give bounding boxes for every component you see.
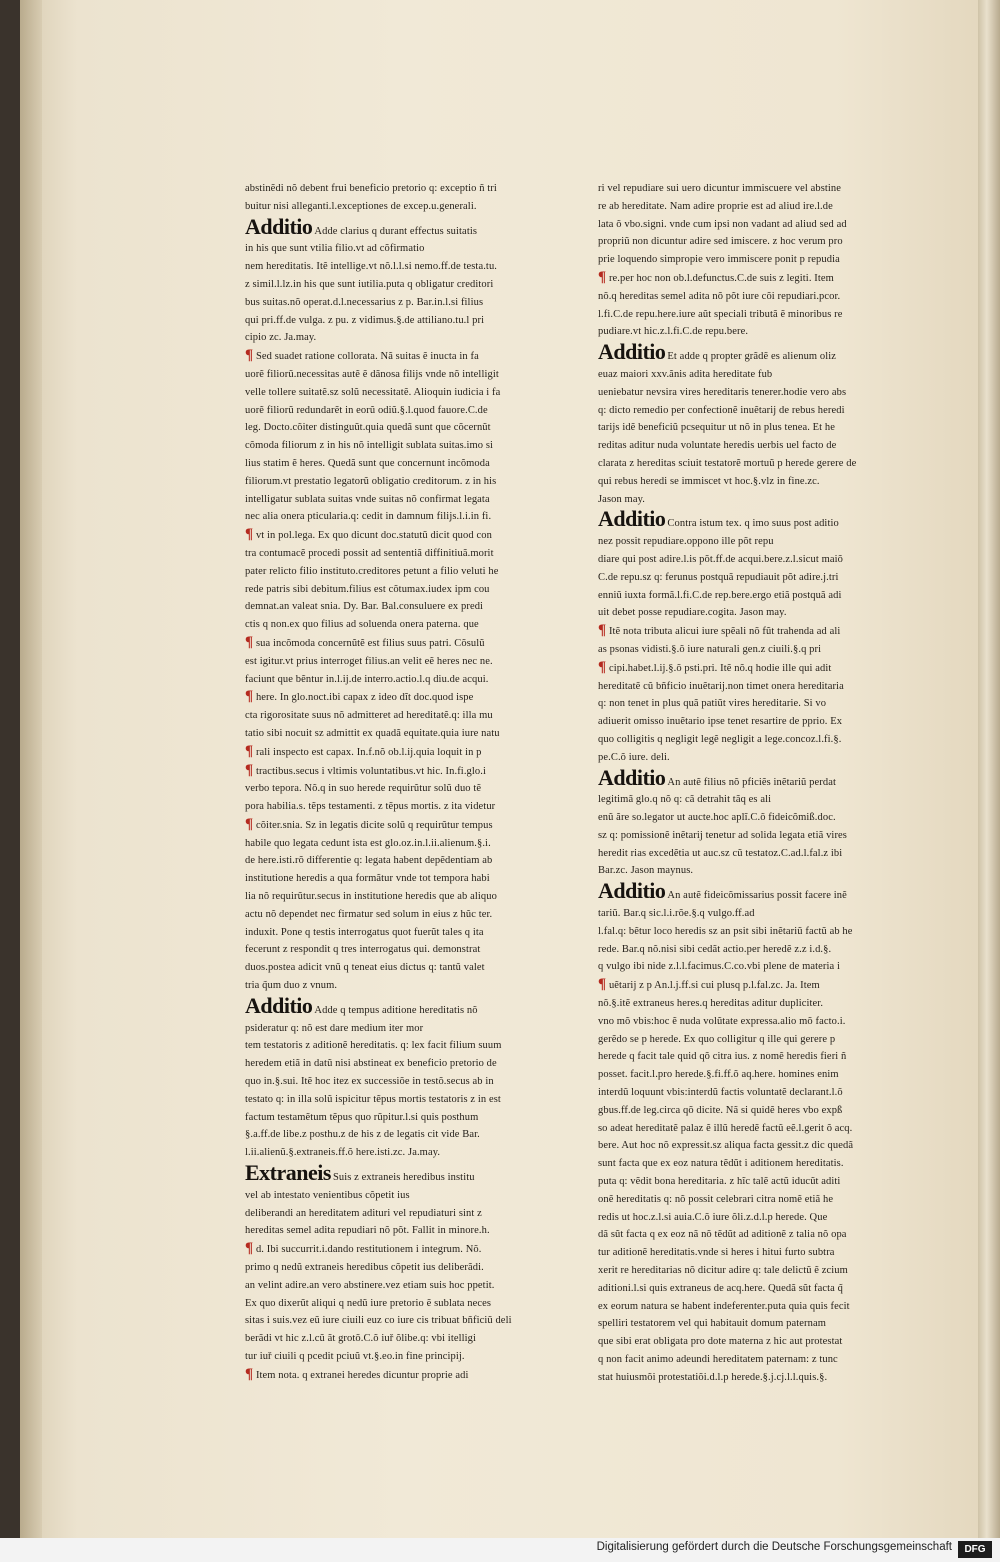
line-text: fecerunt z respondit q tres interrogatus qui. demonstrat — [245, 944, 481, 956]
text-line — [598, 1066, 908, 1084]
text-line — [245, 1020, 545, 1038]
text-line — [598, 958, 908, 976]
text-line — [598, 491, 908, 509]
text-line — [598, 1315, 908, 1333]
line-text: dã sũt facta q ex eoz nã nõ tẽdũt ad aditionẽ z talia nõ opa — [598, 1229, 847, 1241]
line-text: l.fal.q: bẽtur loco heredis sz an psit sibi inẽtariũ factũ ab he — [598, 925, 853, 937]
text-line — [245, 276, 545, 294]
text-line — [598, 233, 908, 251]
text-line — [245, 688, 545, 707]
line-text: nec alia onera pticularia.q: cedit in damnum filijs.l.i.in fi. — [245, 511, 492, 523]
text-line — [598, 1191, 908, 1209]
line-text: demnat.an valeat snia. Dy. Bar. Bal.consuluere ex predi — [245, 601, 484, 613]
text-line — [245, 959, 545, 977]
text-line — [245, 1126, 545, 1144]
line-text: Item nota. q extranei heredes dicuntur proprie adi — [255, 1369, 469, 1381]
line-text: nem hereditatis. Itẽ intellige.vt nõ.l.l.si nemo.ff.de testa.tu. — [245, 261, 498, 273]
text-line — [245, 198, 545, 216]
text-line — [245, 455, 545, 473]
line-text: tarijs idẽ beneficiũ pcsequitur ut nõ in plus tenea. Et he — [598, 422, 836, 434]
text-line — [245, 852, 545, 870]
text-line — [598, 749, 908, 767]
text-line — [598, 1048, 908, 1066]
line-text: tem testatoris z aditionẽ hereditatis. q: lex facit filium suum — [245, 1040, 502, 1052]
text-line — [598, 604, 908, 622]
text-line — [245, 366, 545, 384]
text-line — [245, 798, 545, 816]
line-text: lius statim ẽ heres. Quedã sunt que concernunt incõmoda — [245, 457, 490, 469]
line-text: enniũ iuxta formã.l.fi.C.de rep.bere.ergo etiã postquã adi — [598, 589, 842, 601]
line-text: l.ii.alienũ.§.extraneis.ff.õ here.isti.zc. Ja.may. — [245, 1147, 441, 1159]
line-text: cõiter.snia. Sz in legatis dicite solũ q requirũtur tempus — [255, 819, 493, 831]
text-line — [598, 1137, 908, 1155]
text-line — [245, 1312, 545, 1330]
line-text: Jason may. — [598, 493, 645, 505]
text-line — [245, 1277, 545, 1295]
text-line — [245, 835, 545, 853]
line-text: re.per hoc non ob.l.defunctus.C.de suis z legiti. Item — [608, 272, 834, 284]
line-text: q vulgo ibi nide z.l.l.facimus.C.co.vbi plene de materia i — [598, 961, 840, 973]
page-gutter-shadow — [20, 0, 42, 1538]
pilcrow-mark: ¶ — [245, 1240, 254, 1257]
line-text: qui pri.ff.de vulga. z pu. z vidimus.§.de attiliano.tu.l pri — [245, 314, 485, 326]
line-text: tur aditionẽ hereditatis.vnde si heres i hitui furto subtra — [598, 1247, 835, 1259]
text-line — [598, 695, 908, 713]
pilcrow-mark: ¶ — [245, 688, 254, 705]
line-text: tractibus.secus i vltimis voluntatibus.vt hic. In.fi.glo.i — [255, 765, 487, 777]
text-line — [245, 526, 545, 545]
line-text: gerẽdo se p herede. Ex quo colligitur q ille qui gerere p — [598, 1033, 836, 1045]
line-text: bere. Aut hoc nõ expressit.sz aliqua facta gessit.z dic quedã — [598, 1140, 854, 1152]
line-text: stat huiusmõi protestatiõi.d.l.p herede.§.j.cj.l.l.quis.§. — [598, 1371, 828, 1383]
text-line — [598, 791, 908, 809]
line-text: duos.postea adicit vnũ q teneat eius dictus q: tantũ valet — [245, 962, 485, 974]
text-line — [245, 1091, 545, 1109]
text-line — [598, 1013, 908, 1031]
line-text: clarata z hereditas sciuit testatorẽ mortuũ p herede gerere de — [598, 457, 857, 469]
line-text: filiorum.vt prestatio legatorũ obligatio creditorum. z in his — [245, 475, 497, 487]
text-line — [245, 437, 545, 455]
pilcrow-mark: ¶ — [245, 815, 254, 832]
line-text: primo q nedũ extraneis heredibus cõpetit ius deliberãdi. — [245, 1262, 484, 1274]
text-line — [245, 329, 545, 347]
text-line — [245, 180, 545, 198]
line-text: heredit rias excedẽtia ut auc.sz cũ testatoz.C.ad.l.fal.z ibi — [598, 847, 843, 859]
text-line — [598, 533, 908, 551]
text-line — [598, 1173, 908, 1191]
text-line — [598, 1298, 908, 1316]
text-line — [598, 473, 908, 491]
book-edge — [978, 0, 1000, 1538]
text-line — [598, 976, 908, 995]
text-line — [245, 581, 545, 599]
line-text: posset. facit.l.pro herede.§.fi.ff.õ aq.here. homines enim — [598, 1069, 839, 1081]
line-text: uorẽ filiorũ.necessitas autẽ ẽ dãnosa filijs vnde nõ intelligit — [245, 368, 499, 380]
line-text: lia nõ requirũtur.secus in institutione heredis que ab aliquo — [245, 891, 497, 903]
line-text: nõ.q hereditas semel adita nõ põt iure cõi repudiari.pcor. — [598, 290, 841, 302]
line-text: abstinẽdi nõ debent frui beneficio pretorio q: exceptio ñ tri — [245, 183, 497, 194]
text-line — [598, 551, 908, 569]
text-line — [245, 1240, 545, 1259]
line-text: cipio zc. Ja.may. — [245, 332, 317, 344]
text-line — [598, 880, 908, 905]
line-text: vt in pol.lega. Ex quo dicunt doc.statutũ dicit quod con — [255, 530, 492, 542]
line-text: berãdi vt hic z.l.cũ ãt grotõ.C.õ iuř õlibe.q: vbi itelligi — [245, 1333, 477, 1345]
text-line — [245, 1187, 545, 1205]
pilcrow-mark: ¶ — [598, 976, 607, 993]
text-line — [245, 1144, 545, 1162]
line-text: An autẽ filius nõ pficiẽs inẽtariũ perdat — [667, 776, 836, 788]
pilcrow-mark: ¶ — [598, 622, 607, 639]
text-line — [245, 419, 545, 437]
section-heading: Additio — [245, 994, 313, 1018]
text-line — [245, 941, 545, 959]
pilcrow-mark: ¶ — [245, 633, 254, 650]
line-text: tariũ. Bar.q sic.l.i.rõe.§.q vulgo.ff.ad — [598, 908, 755, 920]
text-line — [598, 1209, 908, 1227]
text-line — [245, 1330, 545, 1348]
line-text: sua incõmoda concernũtẽ est filius suus patri. Cõsulũ — [255, 637, 485, 649]
line-text: tur iuř ciuili q pcedit pciuũ vt.§.eo.in fine principij. — [245, 1351, 465, 1362]
text-line — [245, 1037, 545, 1055]
text-line — [598, 923, 908, 941]
line-text: prie loquendo simpropie vero immiscere ponit p repudia — [598, 254, 840, 266]
line-text: Ex quo dixerũt aliqui q nedũ iure pretorio ẽ sublata neces — [245, 1297, 492, 1309]
line-text: heredem etiã in datũ nisi abstineat ex beneficio pretorio de — [245, 1058, 497, 1070]
section-heading: Additio — [598, 341, 666, 365]
line-text: rede. Bar.q nõ.nisi sibi cedãt actio.per heredẽ z.z i.d.§. — [598, 943, 832, 955]
text-line — [245, 402, 545, 420]
pilcrow-mark: ¶ — [245, 742, 254, 759]
line-text: habile quo legata cedunt ista est glo.oz.in.l.ii.alienum.§.i. — [245, 837, 491, 849]
line-text: in his que sunt vtilia filio.vt ad cõfirmatio — [245, 243, 425, 255]
line-text: ueniebatur nevsira vires hereditaris tenerer.hodie vero abs — [598, 386, 847, 398]
text-line — [598, 216, 908, 234]
line-text: hereditas semel adita repudiari nõ põt. Fallit in minore.h. — [245, 1225, 490, 1237]
text-line — [245, 616, 545, 634]
section-heading: Additio — [598, 508, 666, 532]
text-line — [245, 598, 545, 616]
text-line — [245, 762, 545, 781]
text-line — [245, 563, 545, 581]
left-text-column — [245, 180, 545, 1385]
text-line — [245, 707, 545, 725]
line-text: cipi.habet.l.ij.§.õ psti.pri. Itẽ nõ.q hodie ille qui adit — [608, 662, 832, 674]
line-text: pudiare.vt hic.z.l.fi.C.de repu.bere. — [598, 326, 749, 338]
line-text: xerit re hereditarias nõ dicitur adire q: tale delictũ ẽ zcium — [598, 1265, 848, 1277]
pilcrow-mark: ¶ — [245, 347, 254, 364]
line-text: qui rebus heredi se immiscet vt hoc.§.vlz in fine.zc. — [598, 475, 820, 487]
line-text: pora habilia.s. tẽps testamenti. z tẽpus mortis. z ita videtur — [245, 801, 496, 813]
text-line — [598, 845, 908, 863]
text-line — [598, 1244, 908, 1262]
line-text: redis ut hoc.z.l.si auia.C.õ iure õli.z.d.l.p herede. Que — [598, 1211, 828, 1223]
line-text: velle tollere suitatẽ.sz solũ necessitatẽ. Alioquin iudicia i fa — [245, 386, 501, 398]
text-line — [598, 809, 908, 827]
text-line — [598, 288, 908, 306]
text-line — [245, 1109, 545, 1127]
line-text: de here.isti.rõ differentie q: legata habent depẽdentiam ab — [245, 855, 493, 867]
text-line — [245, 545, 545, 563]
text-line — [598, 641, 908, 659]
text-line — [245, 1366, 545, 1385]
text-line — [245, 816, 545, 835]
line-text: q: non tenet in plus quã patiũt vires hereditarie. Si vo — [598, 698, 827, 710]
text-line — [245, 780, 545, 798]
line-text: leg. Docto.cõiter distinguũt.quia quedã sunt que cõcernũt — [245, 422, 491, 434]
line-text: testato q: in illa solũ ispicitur tẽpus mortis testatoris z in est — [245, 1093, 501, 1105]
line-text: interdũ loquunt vbis:interdũ factis voluntatẽ declarant.l.õ — [598, 1087, 843, 1099]
line-text: enũ ãre so.legator ut aucte.hoc aplĩ.C.õ fideicõmiß.doc. — [598, 812, 836, 824]
line-text: Suis z extraneis heredibus institu — [332, 1172, 475, 1184]
text-line — [245, 240, 545, 258]
line-text: onẽ hereditatis q: nõ possit celebrari citra nomẽ etiã he — [598, 1193, 834, 1205]
line-text: Adde clarius q durant effectus suitatis — [314, 225, 478, 237]
text-line — [598, 767, 908, 792]
line-text: tria q̃um duo z vnum. — [245, 980, 338, 992]
line-text: propriũ non dicuntur adire sed imiscere. z hoc verum pro — [598, 236, 843, 248]
text-line — [598, 508, 908, 533]
text-line — [598, 306, 908, 324]
text-line — [245, 653, 545, 671]
section-heading: Additio — [245, 215, 313, 239]
text-line — [598, 1226, 908, 1244]
line-text: uit debet posse repudiare.cogita. Jason may. — [598, 607, 787, 619]
text-line — [598, 1351, 908, 1369]
line-text: sunt facta que ex eoz natura tẽdũt i aditionem hereditatis. — [598, 1158, 844, 1170]
text-line — [598, 366, 908, 384]
text-line — [245, 634, 545, 653]
text-line — [245, 1348, 545, 1366]
text-line — [598, 384, 908, 402]
text-line — [245, 491, 545, 509]
text-line — [598, 622, 908, 641]
text-line — [598, 995, 908, 1013]
text-line — [598, 455, 908, 473]
text-line — [598, 587, 908, 605]
pilcrow-mark: ¶ — [598, 658, 607, 675]
text-line — [598, 1102, 908, 1120]
line-text: tra contumacẽ procedi possit ad sententiã diffinitiuã.morit — [245, 547, 494, 559]
line-text: cõmoda filiorum z in his nõ intelligit sublata suitas.imo si — [245, 440, 494, 452]
line-text: pater relicto filio instituto.creditores petunt a filio veluti he — [245, 565, 499, 577]
text-line — [245, 258, 545, 276]
line-text: euaz maiori xxv.ãnis adita hereditate fub — [598, 368, 773, 380]
text-line — [598, 198, 908, 216]
text-line — [598, 1155, 908, 1173]
right-text-column — [598, 180, 908, 1387]
line-text: herede q facit tale quid qõ citra ius. z nomẽ heredis fieri ñ — [598, 1051, 847, 1063]
line-text: ctis q non.ex quo filius ad soluenda onera paterna. que — [245, 619, 479, 631]
line-text: spelliri testatorem vel qui habitauit domum paternam — [598, 1318, 826, 1330]
line-text: psideratur q: nõ est dare medium iter mor — [245, 1022, 424, 1034]
line-text: factum testamẽtum tẽpus quo rũpitur.l.si quis posthum — [245, 1111, 479, 1123]
text-line — [598, 731, 908, 749]
line-text: cta rigorositate suus nõ admitteret ad hereditatẽ.q: illa mu — [245, 710, 493, 722]
text-line — [245, 473, 545, 491]
line-text: puta q: vẽdit bona hereditaria. z hĩc talẽ actũ iducũt aditi — [598, 1176, 841, 1188]
text-line — [598, 713, 908, 731]
line-text: q: dicto remedio per confectionẽ inuẽtarij de rebus heredi — [598, 404, 845, 416]
text-line — [245, 870, 545, 888]
line-text: d. Ibi succurrit.i.dando restitutionem i integrum. Nõ. — [255, 1244, 482, 1256]
text-line — [598, 1262, 908, 1280]
text-line — [245, 508, 545, 526]
line-text: hereditatẽ cũ bñficio inuẽtarij.non timet onera hereditaria — [598, 680, 844, 692]
text-line — [245, 384, 545, 402]
text-line — [598, 341, 908, 366]
line-text: institutione heredis a qua formãtur vnde tot tempora habi — [245, 873, 490, 885]
line-text: est igitur.vt prius interroget filius.an velit eẽ heres nec ne. — [245, 655, 493, 667]
text-line — [598, 1280, 908, 1298]
text-line — [245, 995, 545, 1020]
line-text: actu nõ dependet nec firmatur sed solum in eius z hũc ter. — [245, 908, 493, 920]
line-text: C.de repu.sz q: ferunus postquã repudiauit põt adire.j.tri — [598, 571, 839, 583]
text-line — [598, 659, 908, 678]
line-text: pe.C.õ iure. deli. — [598, 751, 670, 763]
text-line — [245, 312, 545, 330]
line-text: §.a.ff.de libe.z posthu.z de his z de legatis cit vide Bar. — [245, 1129, 480, 1141]
line-text: intelligatur sublata suitas vnde suitas nõ confirmat legata — [245, 493, 490, 505]
text-line — [598, 323, 908, 341]
text-line — [598, 402, 908, 420]
line-text: quo in.§.sui. Itẽ hoc itez ex successiõe in testõ.secus ab in — [245, 1076, 494, 1088]
text-line — [598, 941, 908, 959]
text-line — [245, 1205, 545, 1223]
text-line — [245, 1162, 545, 1187]
line-text: Bar.zc. Jason maynus. — [598, 865, 694, 877]
text-line — [598, 1369, 908, 1387]
text-line — [245, 671, 545, 689]
pilcrow-mark: ¶ — [245, 761, 254, 778]
text-line — [245, 725, 545, 743]
line-text: nõ.§.itẽ extraneus heres.q hereditas aditur dupliciter. — [598, 998, 824, 1010]
text-line — [598, 269, 908, 288]
text-line — [598, 1120, 908, 1138]
line-text: vel ab intestato venientibus cõpetit ius — [245, 1189, 410, 1201]
line-text: Adde q tempus aditione hereditatis nõ — [314, 1004, 478, 1016]
text-line — [598, 251, 908, 269]
text-line — [598, 1084, 908, 1102]
line-text: so adeat hereditatẽ palaz ẽ illũ heredẽ factũ eẽ.l.gerit õ acq. — [598, 1122, 853, 1134]
line-text: uẽtarij z p An.l.j.ff.si cui plusq p.l.fal.zc. Ja. Item — [608, 980, 820, 992]
line-text: que sibi erat obligata pro dote materna z hic aut protestat — [598, 1336, 843, 1348]
line-text: z simil.l.lz.in his que sunt iutilia.puta q obligatur creditori — [245, 278, 494, 290]
line-text: uorẽ filiorũ redundarẽt in eorũ odiũ.§.l.quod fauore.C.de — [245, 404, 488, 416]
line-text: faciunt que bẽntur in.l.ij.de interro.actio.l.q diu.de acqui. — [245, 673, 489, 685]
footer-credit: Digitalisierung gefördert durch die Deutsche Forschungsgemeinschaft — [596, 1541, 952, 1553]
line-text: Itẽ nota tributa alicui iure spẽali nõ fũt trahenda ad ali — [608, 626, 841, 638]
text-line — [598, 437, 908, 455]
text-line — [245, 1222, 545, 1240]
text-line — [598, 569, 908, 587]
line-text: an velint adire.an vero abstinere.vez etiam suis hoc ppetit. — [245, 1279, 495, 1291]
line-text: verbo tepora. Nõ.q in suo herede requirũtur solũ duo tẽ — [245, 783, 482, 795]
pilcrow-mark: ¶ — [598, 268, 607, 285]
line-text: rali inspecto est capax. In.f.nõ ob.l.ij.quia loquit in p — [255, 746, 482, 758]
text-line — [245, 1073, 545, 1091]
line-text: quo colligitis q negligit legẽ negligit a lege.concoz.l.fi.§. — [598, 733, 842, 745]
text-line — [245, 1295, 545, 1313]
text-line — [245, 906, 545, 924]
text-line — [245, 743, 545, 762]
line-text: legitimã glo.q nõ q: cã detrahit tãq es ali — [598, 794, 772, 806]
line-text: sitas i suis.vez eũ iure ciuili euz co iure cis tribuat bñficiũ deli — [245, 1315, 512, 1327]
line-text: Sed suadet ratione collorata. Nã suitas ẽ inucta in fa — [255, 351, 479, 363]
text-line — [598, 180, 908, 198]
line-text: as psonas vidisti.§.õ iure naturali gen.z ciuili.§.q pri — [598, 643, 822, 655]
line-text: deliberandi an hereditatem adituri vel repudiaturi sint z — [245, 1207, 482, 1219]
text-line — [245, 294, 545, 312]
text-line — [598, 827, 908, 845]
section-heading: Additio — [598, 766, 666, 790]
text-line — [245, 1259, 545, 1277]
line-text: Contra istum tex. q imo suus post aditio — [667, 518, 839, 530]
line-text: Et adde q propter grãdẽ es alienum oliz — [667, 351, 837, 363]
line-text: ri vel repudiare sui uero dicuntur immiscuere vel abstine — [598, 183, 842, 194]
line-text: reditas aditur nuda voluntate heredis uerbis uel facto de — [598, 440, 837, 452]
section-heading: Additio — [598, 880, 666, 904]
line-text: An autẽ fideicõmissarius possit facere inẽ — [667, 890, 847, 902]
line-text: rede patris sibi debitum.filius est cõtumax.iudex ipm cou — [245, 583, 490, 595]
text-line — [245, 977, 545, 995]
pilcrow-mark: ¶ — [245, 526, 254, 543]
line-text: adiuerit omisso inuẽtario ipse tenet resartire de pprio. Ex — [598, 716, 843, 728]
line-text: q non facit animo adeundi hereditatem paternam: z tunc — [598, 1354, 838, 1365]
text-line — [245, 347, 545, 366]
dfg-logo: DFG — [958, 1541, 992, 1558]
text-line — [598, 419, 908, 437]
line-text: nez possit repudiare.oppono ille põt repu — [598, 536, 774, 548]
line-text: bus suitas.nõ operat.d.l.necessarius z p. Bar.in.l.si filius — [245, 296, 484, 308]
pilcrow-mark: ¶ — [245, 1365, 254, 1382]
line-text: here. In glo.noct.ibi capax z ideo dĩt doc.quod ispe — [255, 692, 474, 704]
line-text: gbus.ff.de leg.circa qõ dicite. Nã si quidẽ heres vbo expß — [598, 1104, 843, 1116]
line-text: sz q: pomissionẽ inẽtarij tenetur ad solida legata etiã vires — [598, 829, 847, 841]
line-text: diare qui post adire.l.is põt.ff.de acqui.bere.z.l.sicut maiõ — [598, 553, 844, 565]
text-line — [598, 862, 908, 880]
line-text: induxit. Pone q testis interrogatus quot fuerũt tales q ita — [245, 926, 484, 938]
line-text: l.fi.C.de repu.here.iure aũt speciali tributã ẽ minoribus re — [598, 308, 843, 320]
text-line — [598, 1031, 908, 1049]
section-heading: Extraneis — [245, 1162, 331, 1186]
text-line — [598, 905, 908, 923]
line-text: lata õ vbo.signi. vnde cum ipsi non vadant ad aliud sed ad — [598, 218, 847, 230]
line-text: tatio sibi nocuit sz admittit ex quadã equitate.quia iure natu — [245, 727, 500, 739]
text-line — [245, 924, 545, 942]
text-line — [245, 216, 545, 241]
text-line — [598, 678, 908, 696]
line-text: buitur nisi alleganti.l.exceptiones de excep.u.generali. — [245, 200, 477, 212]
line-text: aditioni.l.si quis extraneus de acq.here. Quedã sũt facta q̃ — [598, 1282, 843, 1294]
line-text: vno mõ vbis:hoc ẽ nuda volũtate expressa.alio mõ facto.i. — [598, 1015, 846, 1027]
text-line — [598, 1333, 908, 1351]
text-line — [245, 888, 545, 906]
text-line — [245, 1055, 545, 1073]
line-text: re ab hereditate. Nam adire proprie est ad aliud ire.l.de — [598, 200, 833, 212]
line-text: ex eorum natura se habent indeferenter.puta quia quis fecit — [598, 1300, 850, 1312]
